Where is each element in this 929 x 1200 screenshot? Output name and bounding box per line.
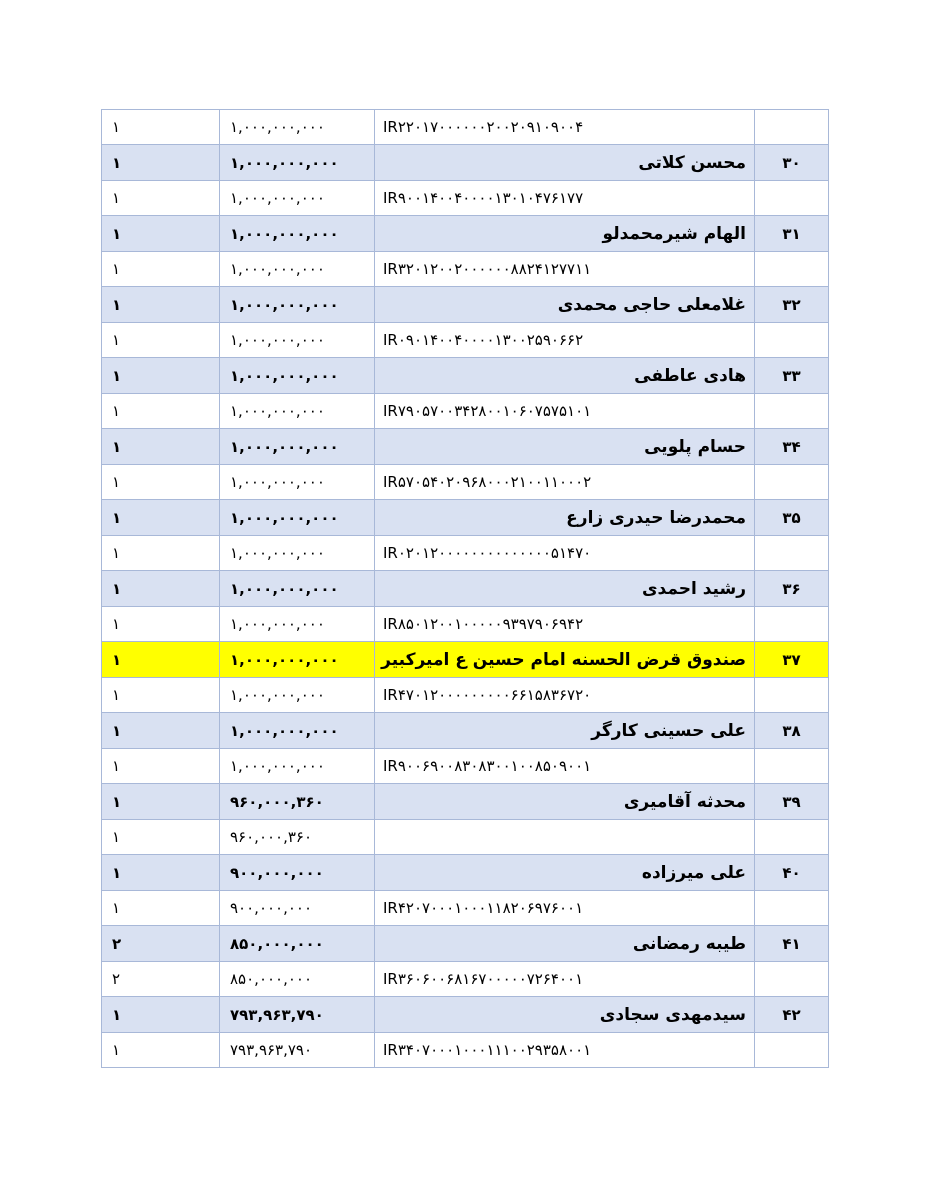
table-row-account xyxy=(102,465,829,500)
table-row-person xyxy=(102,216,829,252)
cell-name: محمدرضا حیدری زارع xyxy=(375,500,755,536)
table-row-person xyxy=(102,997,829,1033)
cell-row-number: ۳۰ xyxy=(755,145,829,181)
cell-name: حسام پلویی xyxy=(375,429,755,465)
cell-amount: ۱,۰۰۰,۰۰۰,۰۰۰ xyxy=(220,607,375,642)
cell-count: ۱ xyxy=(102,891,220,926)
cell-iban: IR۴۲۰۷۰۰۰۱۰۰۰۱۱۸۲۰۶۹۷۶۰۰۱ xyxy=(375,891,755,926)
cell-amount: ۱,۰۰۰,۰۰۰,۰۰۰ xyxy=(220,536,375,571)
cell-count: ۱ xyxy=(102,997,220,1033)
cell-row-number xyxy=(755,536,829,571)
cell-row-number xyxy=(755,323,829,358)
cell-row-number: ۳۸ xyxy=(755,713,829,749)
cell-count: ۱ xyxy=(102,181,220,216)
cell-row-number xyxy=(755,110,829,145)
cell-name: علی حسینی کارگر xyxy=(375,713,755,749)
cell-row-number xyxy=(755,394,829,429)
cell-row-number: ۳۵ xyxy=(755,500,829,536)
cell-iban: IR۳۲۰۱۲۰۰۲۰۰۰۰۰۰۸۸۲۴۱۲۷۷۱۱ xyxy=(375,252,755,287)
table-row-person xyxy=(102,145,829,181)
cell-amount: ۱,۰۰۰,۰۰۰,۰۰۰ xyxy=(220,571,375,607)
cell-count: ۱ xyxy=(102,145,220,181)
cell-count: ۱ xyxy=(102,855,220,891)
cell-count: ۱ xyxy=(102,536,220,571)
table-row-person xyxy=(102,287,829,323)
cell-row-number: ۳۱ xyxy=(755,216,829,252)
cell-amount: ۱,۰۰۰,۰۰۰,۰۰۰ xyxy=(220,465,375,500)
cell-row-number: ۴۲ xyxy=(755,997,829,1033)
cell-iban: IR۹۰۰۱۴۰۰۴۰۰۰۰۱۳۰۱۰۴۷۶۱۷۷ xyxy=(375,181,755,216)
cell-row-number xyxy=(755,962,829,997)
table-row-account xyxy=(102,962,829,997)
cell-name: علی میرزاده xyxy=(375,855,755,891)
table-row-person xyxy=(102,571,829,607)
cell-amount: ۸۵۰,۰۰۰,۰۰۰ xyxy=(220,926,375,962)
cell-count: ۱ xyxy=(102,252,220,287)
cell-amount: ۱,۰۰۰,۰۰۰,۰۰۰ xyxy=(220,181,375,216)
cell-count: ۱ xyxy=(102,820,220,855)
cell-amount: ۱,۰۰۰,۰۰۰,۰۰۰ xyxy=(220,358,375,394)
cell-count: ۱ xyxy=(102,358,220,394)
cell-name: سیدمهدی سجادی xyxy=(375,997,755,1033)
cell-count: ۱ xyxy=(102,110,220,145)
cell-name: صندوق قرض الحسنه امام حسین ع امیرکبیر xyxy=(375,642,755,678)
cell-iban: IR۵۷۰۵۴۰۲۰۹۶۸۰۰۰۲۱۰۰۱۱۰۰۰۲ xyxy=(375,465,755,500)
cell-count: ۱ xyxy=(102,500,220,536)
table-row-account xyxy=(102,749,829,784)
donor-table xyxy=(101,109,829,1068)
cell-count: ۲ xyxy=(102,926,220,962)
table-row-account xyxy=(102,678,829,713)
table-row-person xyxy=(102,500,829,536)
cell-row-number: ۳۲ xyxy=(755,287,829,323)
cell-row-number xyxy=(755,820,829,855)
table-row-person xyxy=(102,926,829,962)
cell-amount: ۱,۰۰۰,۰۰۰,۰۰۰ xyxy=(220,216,375,252)
cell-count: ۲ xyxy=(102,962,220,997)
table-row-person xyxy=(102,855,829,891)
cell-row-number xyxy=(755,1033,829,1068)
cell-count: ۱ xyxy=(102,749,220,784)
cell-name: هادی عاطفی xyxy=(375,358,755,394)
cell-count: ۱ xyxy=(102,429,220,465)
table-row-account xyxy=(102,110,829,145)
cell-row-number xyxy=(755,891,829,926)
table-row-account xyxy=(102,536,829,571)
cell-name: غلامعلی حاجی محمدی xyxy=(375,287,755,323)
table-row-person xyxy=(102,358,829,394)
cell-iban: IR۰۹۰۱۴۰۰۴۰۰۰۰۱۳۰۰۲۵۹۰۶۶۲ xyxy=(375,323,755,358)
table-row-person xyxy=(102,642,829,678)
cell-iban: IR۳۴۰۷۰۰۰۱۰۰۰۱۱۱۰۰۲۹۳۵۸۰۰۱ xyxy=(375,1033,755,1068)
cell-row-number: ۴۱ xyxy=(755,926,829,962)
cell-count: ۱ xyxy=(102,571,220,607)
cell-row-number xyxy=(755,181,829,216)
cell-row-number xyxy=(755,252,829,287)
cell-row-number: ۳۶ xyxy=(755,571,829,607)
cell-iban: IR۴۷۰۱۲۰۰۰۰۰۰۰۰۰۶۶۱۵۸۳۶۷۲۰ xyxy=(375,678,755,713)
cell-name: طیبه رمضانی xyxy=(375,926,755,962)
cell-amount: ۹۰۰,۰۰۰,۰۰۰ xyxy=(220,891,375,926)
table-row-account xyxy=(102,1033,829,1068)
cell-iban: IR۸۵۰۱۲۰۰۱۰۰۰۰۰۹۳۹۷۹۰۶۹۴۲ xyxy=(375,607,755,642)
cell-row-number xyxy=(755,607,829,642)
cell-count: ۱ xyxy=(102,394,220,429)
cell-iban: IR۲۲۰۱۷۰۰۰۰۰۰۲۰۰۲۰۹۱۰۹۰۰۴ xyxy=(375,110,755,145)
table-row-person xyxy=(102,713,829,749)
cell-name: محدثه آقامیری xyxy=(375,784,755,820)
cell-count: ۱ xyxy=(102,642,220,678)
cell-row-number xyxy=(755,465,829,500)
cell-amount: ۱,۰۰۰,۰۰۰,۰۰۰ xyxy=(220,713,375,749)
cell-amount: ۸۵۰,۰۰۰,۰۰۰ xyxy=(220,962,375,997)
cell-iban: IR۹۰۰۶۹۰۰۸۳۰۸۳۰۰۱۰۰۸۵۰۹۰۰۱ xyxy=(375,749,755,784)
cell-amount: ۹۰۰,۰۰۰,۰۰۰ xyxy=(220,855,375,891)
cell-count: ۱ xyxy=(102,713,220,749)
cell-count: ۱ xyxy=(102,1033,220,1068)
cell-count: ۱ xyxy=(102,216,220,252)
cell-row-number: ۳۷ xyxy=(755,642,829,678)
cell-count: ۱ xyxy=(102,465,220,500)
cell-amount: ۱,۰۰۰,۰۰۰,۰۰۰ xyxy=(220,110,375,145)
cell-amount: ۱,۰۰۰,۰۰۰,۰۰۰ xyxy=(220,749,375,784)
cell-iban: IR۳۶۰۶۰۰۶۸۱۶۷۰۰۰۰۰۷۲۶۴۰۰۱ xyxy=(375,962,755,997)
cell-iban xyxy=(375,820,755,855)
cell-name: الهام شیرمحمدلو xyxy=(375,216,755,252)
cell-name: محسن کلاتی xyxy=(375,145,755,181)
cell-count: ۱ xyxy=(102,287,220,323)
table-row-account xyxy=(102,252,829,287)
cell-amount: ۱,۰۰۰,۰۰۰,۰۰۰ xyxy=(220,145,375,181)
cell-iban: IR۰۲۰۱۲۰۰۰۰۰۰۰۰۰۰۰۰۰۰۵۱۴۷۰ xyxy=(375,536,755,571)
cell-amount: ۱,۰۰۰,۰۰۰,۰۰۰ xyxy=(220,252,375,287)
cell-amount: ۹۶۰,۰۰۰,۳۶۰ xyxy=(220,784,375,820)
table-row-person xyxy=(102,784,829,820)
cell-row-number xyxy=(755,749,829,784)
cell-amount: ۷۹۳,۹۶۳,۷۹۰ xyxy=(220,1033,375,1068)
cell-amount: ۷۹۳,۹۶۳,۷۹۰ xyxy=(220,997,375,1033)
table-row-person xyxy=(102,429,829,465)
cell-name: رشید احمدی xyxy=(375,571,755,607)
cell-count: ۱ xyxy=(102,607,220,642)
table-body xyxy=(102,110,829,1068)
cell-row-number: ۳۹ xyxy=(755,784,829,820)
table-row-account xyxy=(102,323,829,358)
cell-amount: ۱,۰۰۰,۰۰۰,۰۰۰ xyxy=(220,429,375,465)
cell-amount: ۹۶۰,۰۰۰,۳۶۰ xyxy=(220,820,375,855)
cell-amount: ۱,۰۰۰,۰۰۰,۰۰۰ xyxy=(220,394,375,429)
table-row-account xyxy=(102,607,829,642)
cell-row-number: ۳۳ xyxy=(755,358,829,394)
cell-iban: IR۷۹۰۵۷۰۰۳۴۲۸۰۰۱۰۶۰۷۵۷۵۱۰۱ xyxy=(375,394,755,429)
cell-row-number: ۴۰ xyxy=(755,855,829,891)
cell-count: ۱ xyxy=(102,678,220,713)
cell-row-number: ۳۴ xyxy=(755,429,829,465)
cell-amount: ۱,۰۰۰,۰۰۰,۰۰۰ xyxy=(220,323,375,358)
cell-count: ۱ xyxy=(102,784,220,820)
table-row-account xyxy=(102,394,829,429)
cell-amount: ۱,۰۰۰,۰۰۰,۰۰۰ xyxy=(220,678,375,713)
cell-amount: ۱,۰۰۰,۰۰۰,۰۰۰ xyxy=(220,642,375,678)
cell-amount: ۱,۰۰۰,۰۰۰,۰۰۰ xyxy=(220,287,375,323)
cell-amount: ۱,۰۰۰,۰۰۰,۰۰۰ xyxy=(220,500,375,536)
table-row-account xyxy=(102,891,829,926)
table-row-account xyxy=(102,820,829,855)
cell-row-number xyxy=(755,678,829,713)
cell-count: ۱ xyxy=(102,323,220,358)
table-row-account xyxy=(102,181,829,216)
